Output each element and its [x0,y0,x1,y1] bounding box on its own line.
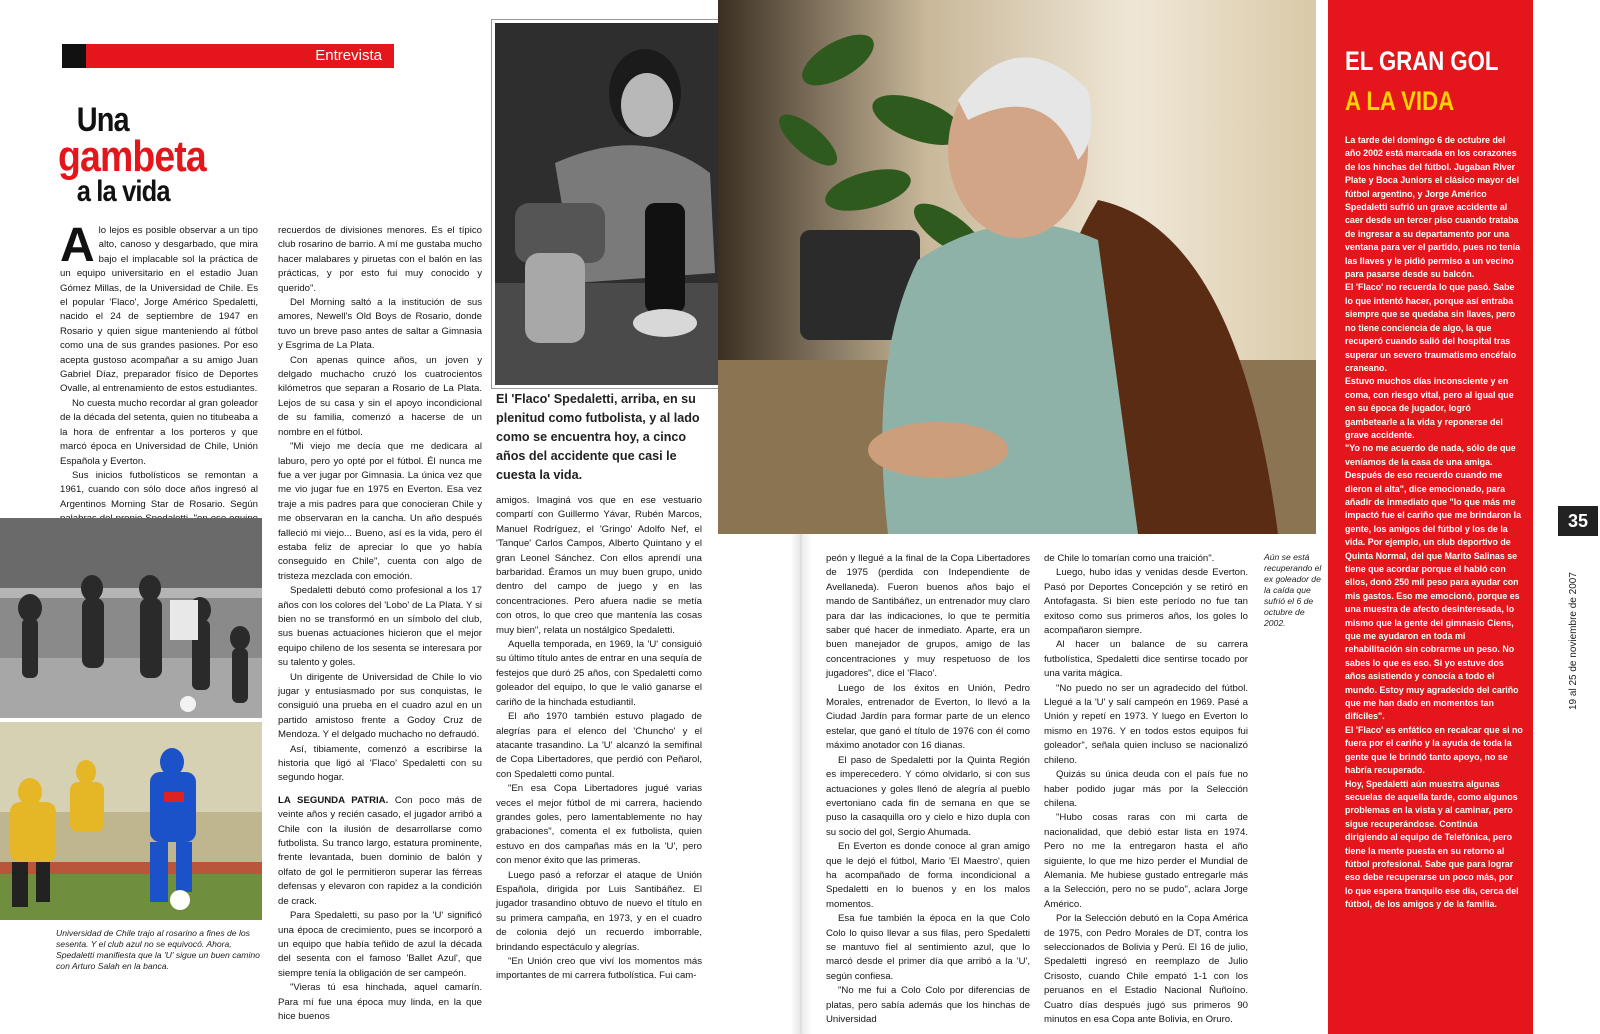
headline-line3: a la vida [76,175,170,209]
match-photo-bw [0,518,262,718]
sidebar-paragraph: El 'Flaco' es enfático en recalcar que si no fuera por el cariño y la ayuda de toda la gente que le brindó tanto apoyo, no se habría recuperado. [1345,724,1523,776]
paragraph: Con poco más de veinte años y recién casado, el jugador arribó a Chile con la ilusión de desarrollarse como futbolista. Su tranco largo, estatura prominente, frente levantada, buen dominio de balón y olfato de gol le permitieron superar las férreas defensas y elevaron con rapidez a la condición de crack. [278,794,482,907]
dropcap: A [60,219,95,272]
paragraph: Luego de los éxitos en Unión, Pedro Morales, entrenador de Everton, lo llevó a la Ciudad Jardín para formar parte de un elenco estelar, que ganó el título de 1976 con él como máximo anotador con 16 dianas. [826,682,1030,752]
issue-date-strip [1568,560,1580,710]
paragraph: amigos. Imaginá vos que en ese vestuario compartí con Guillermo Yávar, Rubén Marcos, Manuel Rodríguez, el 'Gringo' Adolfo Nef, el 'Tanque' Carlos Campos, Alberto Quintano y el gran Leonel Sánchez. Con ellos aprendí una barbaridad. Éramos un muy buen grupo, unido dentro del campo de juego y en las concentraciones. Pero afuera nadie se metía con otros, lo que creo que mantenía las cosas muy bien", relata un nostálgico Spedaletti. [496,495,702,636]
paragraph: "Mi viejo me decía que me dedicara al laburo, pero yo opté por el fútbol. Él nunca me fue a ver jugar por Gimnasia. La única vez que me vio jugar fue en 1975 en Everton. Esa vez traje a mis padres para que conocieran Chile y me observaran en la cancha. Un año después falleció mi viejo... Bueno, así es la vida, pero él estaba feliz de apreciar lo que yo había conseguido en Chile", cuenta con algo de tristeza mezclada con emoción. [278,441,482,582]
subheading: LA SEGUNDA PATRIA. [278,794,389,806]
paragraph: "En esa Copa Libertadores jugué varias veces el mejor fútbol de mi carrera, haciendo grandes goles, pero lamentablemente no hay grabaciones", comenta el ex futbolista, quien estuvo en dos campañas más en la 'U', pero con menor éxito que las primeras. [496,783,702,867]
paragraph: "En Unión creo que viví los momentos más importantes de mi carrera futbolística. Fui cam- [496,956,702,982]
match-photo-bw-image [0,518,262,718]
paragraph: Spedaletti debutó como profesional a los 17 años con los colores del 'Lobo' de La Plata. Y si bien no se transformó en un símbolo del club, sus buenas actuaciones hicieron que el mejor equipo chileno de los sesenta se interesara por su talento y goles. [278,585,482,669]
paragraph: Esa fue también la época en la que Colo Colo lo quiso llevar a sus filas, pero Spedaletti se mantuvo fiel al sentimiento azul, que lo marcó desde el primer día que arribó a la 'U', según confiesa. [826,913,1030,982]
paragraph: Para Spedaletti, su paso por la 'U' significó una época de crecimiento, pues se incorporó a un equipo que había teñido de azul la década del sesenta con el famoso 'Ballet Azul', que siempre tenía la obligación de ser campeón. [278,910,482,979]
player-portrait-bw-image [495,23,737,385]
paragraph: recuerdos de divisiones menores. Es el típico club rosarino de barrio. A mí me gustaba mucho hacer malabares y piruetas con el balón en las prácticas, y por esto fui muy conocido y querido". [278,225,482,294]
section-label: Entrevista [315,47,382,64]
section-bar-block [62,44,86,68]
player-portrait-bw [492,20,740,388]
sidebar-paragraph: El 'Flaco' no recuerda lo que pasó. Sabe lo que intentó hacer, porque así entraba siempre que se quedaba sin llaves, pero no tiene conciencia de algo, la que recuperó cuando salió del hospital tras superar un severo traumatismo encéfalo craneano. [1345,282,1517,373]
paragraph: Así, tibiamente, comenzó a escribirse la historia que ligó al 'Flaco' Spedaletti con su segundo hogar. [278,743,482,784]
paragraph: En Everton es donde conoce al gran amigo que le dejó el fútbol, Mario 'El Maestro', quien ha acompañado de forma incondicional a Spedaletti en lo buenos y en los malos momentos. [826,841,1030,910]
paragraph: Por la Selección debutó en la Copa América de 1975, con Pedro Morales de DT, contra los seleccionados de Bolivia y Perú. El 16 de julio, Spedaletti ingresó en reemplazo de Julio Crisosto, cuando Chile empató 1-1 con los peruanos en el Estadio Nacional Ñuñoíno. Cuatro días después jugó sus primeros 90 minutos en esa Copa ante Bolivia, en Oruro. [1044,913,1248,1025]
paragraph: Quizás su única deuda con el país fue no haber podido jugar más por la Selección chilena. [1044,769,1248,809]
paragraph: "No puedo no ser un agradecido del fútbol. Llegué a la 'U' y salí campeón en 1969. Pasé a Unión y repetí en 1973. Y luego en Everton lo mismo en 1976. Y en todos estos equipos fui goleador", señala quien incluso se nacionalizó chileno. [1044,682,1248,766]
paragraph: Luego, hubo idas y venidas desde Everton. Pasó por Deportes Concepción y se retiró en Antofagasta. Si bien este período no fue tan exitoso como sus primeros años, los goles lo acompañaron siempre. [1044,567,1248,637]
paragraph: El año 1970 también estuvo plagado de alegrías para el elenco del 'Chuncho' y el atacante trasandino. La 'U' alcanzó la semifinal de Copa Libertadores, que perdió con Peñarol, con Spedaletti como puntal. [496,711,702,780]
paragraph: Aquella temporada, en 1969, la 'U' consiguió su último título antes de entrar en una sequía de festejos que duró 25 años, con Spedaletti como goleador del equipo, lo que le valió ganarse el cariño de la hinchada estudiantil. [496,639,702,708]
photo-caption-main: El 'Flaco' Spedaletti, arriba, en su plenitud como futbolista, y al lado como se encuentra hoy, a cinco años del accidente que casi le cuesta la vida. [496,392,700,482]
paragraph: "Vieras tú esa hinchada, aquel camarín. Para mí fue una época muy linda, en la que hice buenos [278,982,482,1022]
paragraph: Luego pasó a reforzar el ataque de Unión Española, dirigida por Luis Santibáñez. El jugador trasandino obtuvo de nuevo el título en su primera campaña, en 1973, y en el cuadro de colonia dejó un recuerdo imborrable, brindando espectáculo y alegrías. [496,869,702,953]
article-column-5 [1044,552,1248,1025]
match-photo-color [0,722,262,920]
page-number: 35 [1558,506,1598,536]
paragraph: "No me fui a Colo Colo por diferencias de platas, pero sabía además que los hinchas de Universidad [826,985,1030,1025]
paragraph: de Chile lo tomarían como una traición". [1044,553,1215,564]
paragraph: "Hubo cosas raras con mi carta de nacionalidad, que debió estar lista en 1974. Pero no me la entregaron hasta el año siguiente, lo que me hizo perder el Mundial de Alemania. Me hubiese gustado entregarle más a la Selección, pero no se pudo", aclara Jorge Américo. [1044,812,1248,910]
sidebar-body [1345,134,1523,974]
match-photo-color-image [0,722,262,920]
headline-line1: Una [76,101,129,139]
paragraph: lo lejos es posible observar a un tipo alto, canoso y desgarbado, que mira bajo el implacable sol la práctica de un equipo universitario en el estadio Juan Gómez Millas, de la Universidad de Chile. Es el popular 'Flaco', Jorge Américo Spedaletti, nacido el 24 de septiembre de 1947 en Rosario y quien sigue manteniendo al fútbol como una de sus grandes pasiones. Por eso acepta gustoso acompañar a su amigo Juan Gabriel Díaz, preparador físico de Deportes Ovalle, al entrenamiento de estos estudiantes. [60,225,258,395]
article-column-3 [496,494,702,984]
sidebar-paragraph: "Yo no me acuerdo de nada, sólo de que veníamos de la casa de una amiga. Después de eso recuerdo cuando me dieron el alta", dice emocionado, para añadir de inmediato que "lo que más me impactó fue el cariño que me brindaron la gente, los amigos del fútbol y los de la vida. Por ejemplo, un club deportivo de Quinta Normal, del que Marito Salinas se tiene que acordar porque el habló con ellos, donó 250 mil peso para ayudar con mis gastos. Eso me emocionó, porque es una muestra de afecto desinteresada, lo mismo que la gente del gimnasio Ciens, que me ayudaron en toda mi rehabilitación sin cobrarme un peso. No sabes lo que es eso. Si yo estuve dos años asistiendo y conocía a todo el mundo. Estoy muy agradecido del cariño que me han dado en momentos tan difíciles". [1345,443,1522,722]
paragraph: Un dirigente de Universidad de Chile lo vio jugar y entusiasmado por sus conquistas, le consiguió una prueba en el cuadro azul en un partido amistoso frente a Godoy Cruz de Mendoza. Y el delgado muchacho no defraudó. [278,671,482,741]
spedaletti-portrait-color [718,0,1316,534]
paragraph: Al hacer un balance de su carrera futbolística, Spedaletti dice sentirse tocado por una varita mágica. [1044,639,1248,680]
article-column-2 [278,224,482,1022]
sidebar-paragraph: La tarde del domingo 6 de octubre del año 2002 está marcada en los corazones de los hinchas del fútbol. Jugaban River Plate y Boca Juniors el clásico mayor del fútbol argentino, y Jorge Américo Spedaletti sufrió un grave accidente al caer desde un tercer piso cuando trataba de ingresar a su departamento por una ventana para ver el partido, pues no tenía las llaves y le pidió permiso a un vecino para pasarse desde su balcón. [1345,135,1521,280]
photo-caption-bottom: Universidad de Chile trajo al rosarino a fines de los sesenta. Y el club azul no se equivocó. Ahora, Spedaletti manifiesta que la 'U' sigue un buen camino con Arturo Salah en la banca. [56,928,260,971]
headline [58,101,278,209]
article-column-1 [60,219,258,510]
paragraph: Del Morning saltó a la institución de sus amores, Newell's Old Boys de Rosario, donde tuvo un breve paso antes de saltar a Gimnasia y Esgrima de La Plata. [278,297,482,352]
issue-date: 19 al 25 de noviembre de 2007 [1568,572,1579,710]
sidebar-box [1328,0,1533,1034]
sidebar-paragraph: Estuvo muchos días inconsciente y en coma, con riesgo vital, pero al igual que en su época de jugador, logró gambetearle a la vida y reponerse del grave accidente. [1345,376,1514,440]
sidebar-title-line1: EL GRAN GOL [1345,46,1499,76]
paragraph: El paso de Spedaletti por la Quinta Región es imperecedero. Y cómo olvidarlo, si con sus actuaciones y goles llenó de alegría al pueblo evertoniano cada fin de semana en que se puso la casaquilla oro y cielo e hizo dupla con su socio del gol, Sergio Ahumada. [826,754,1030,838]
paragraph: peón y llegué a la final de la Copa Libertadores de 1975 (perdida con Independiente de Avellaneda). Fueron buenos años bajo el mando de Santibáñez, un entrenador muy claro para dar las indicaciones, lo que te permitía saber qué hacer de inmediato. Aparte, era un buen manejador de grupos, amigo de las concentraciones y muy respetuoso de los jugadores", dice el 'Flaco'. [826,553,1030,680]
section-label-bar [62,44,394,68]
article-column-4 [826,552,1030,1025]
sidebar-paragraph: Hoy, Spedaletti aún muestra algunas secuelas de aquella tarde, como algunos problemas en la vista y al caminar, pero sigue recuperándose. Continúa dirigiendo al equipo de Telefónica, pero tiene la mente puesta en su retorno al fútbol profesional. Sabe que para lograr eso debe recuperarse un poco más, por lo que espera tranquilo ese día, cerca del fútbol, de los amigos y de la familia. [1345,778,1519,910]
sidebar-title-line2: A LA VIDA [1345,86,1455,116]
paragraph: Con apenas quince años, un joven y delgado muchacho cruzó los cuatrocientos kilómetros que separan a Rosario de La Plata. Lejos de su casa y sin el apoyo incondicional de su familia, comenzó a hacerse de un nombre en el fútbol. [278,354,482,438]
paragraph: No cuesta mucho recordar al gran goleador de la década del setenta, quien no titubeaba a la hora de enfrentar a los porteros y que marcó época en Universidad de Chile, Unión Española y Everton. [60,397,258,467]
photo-caption-side: Aún se está recuperando el ex goleador de la caída que sufrió el 6 de octubre de 2002. [1264,552,1322,628]
paragraph: Sus inicios futbolísticos se remontan a 1961, cuando con sólo doce años ingresó al Argentinos Morning Star de Rosario. Según [60,469,258,510]
headline-line2: gambeta [58,132,206,182]
spedaletti-portrait-color-image [718,0,1316,534]
